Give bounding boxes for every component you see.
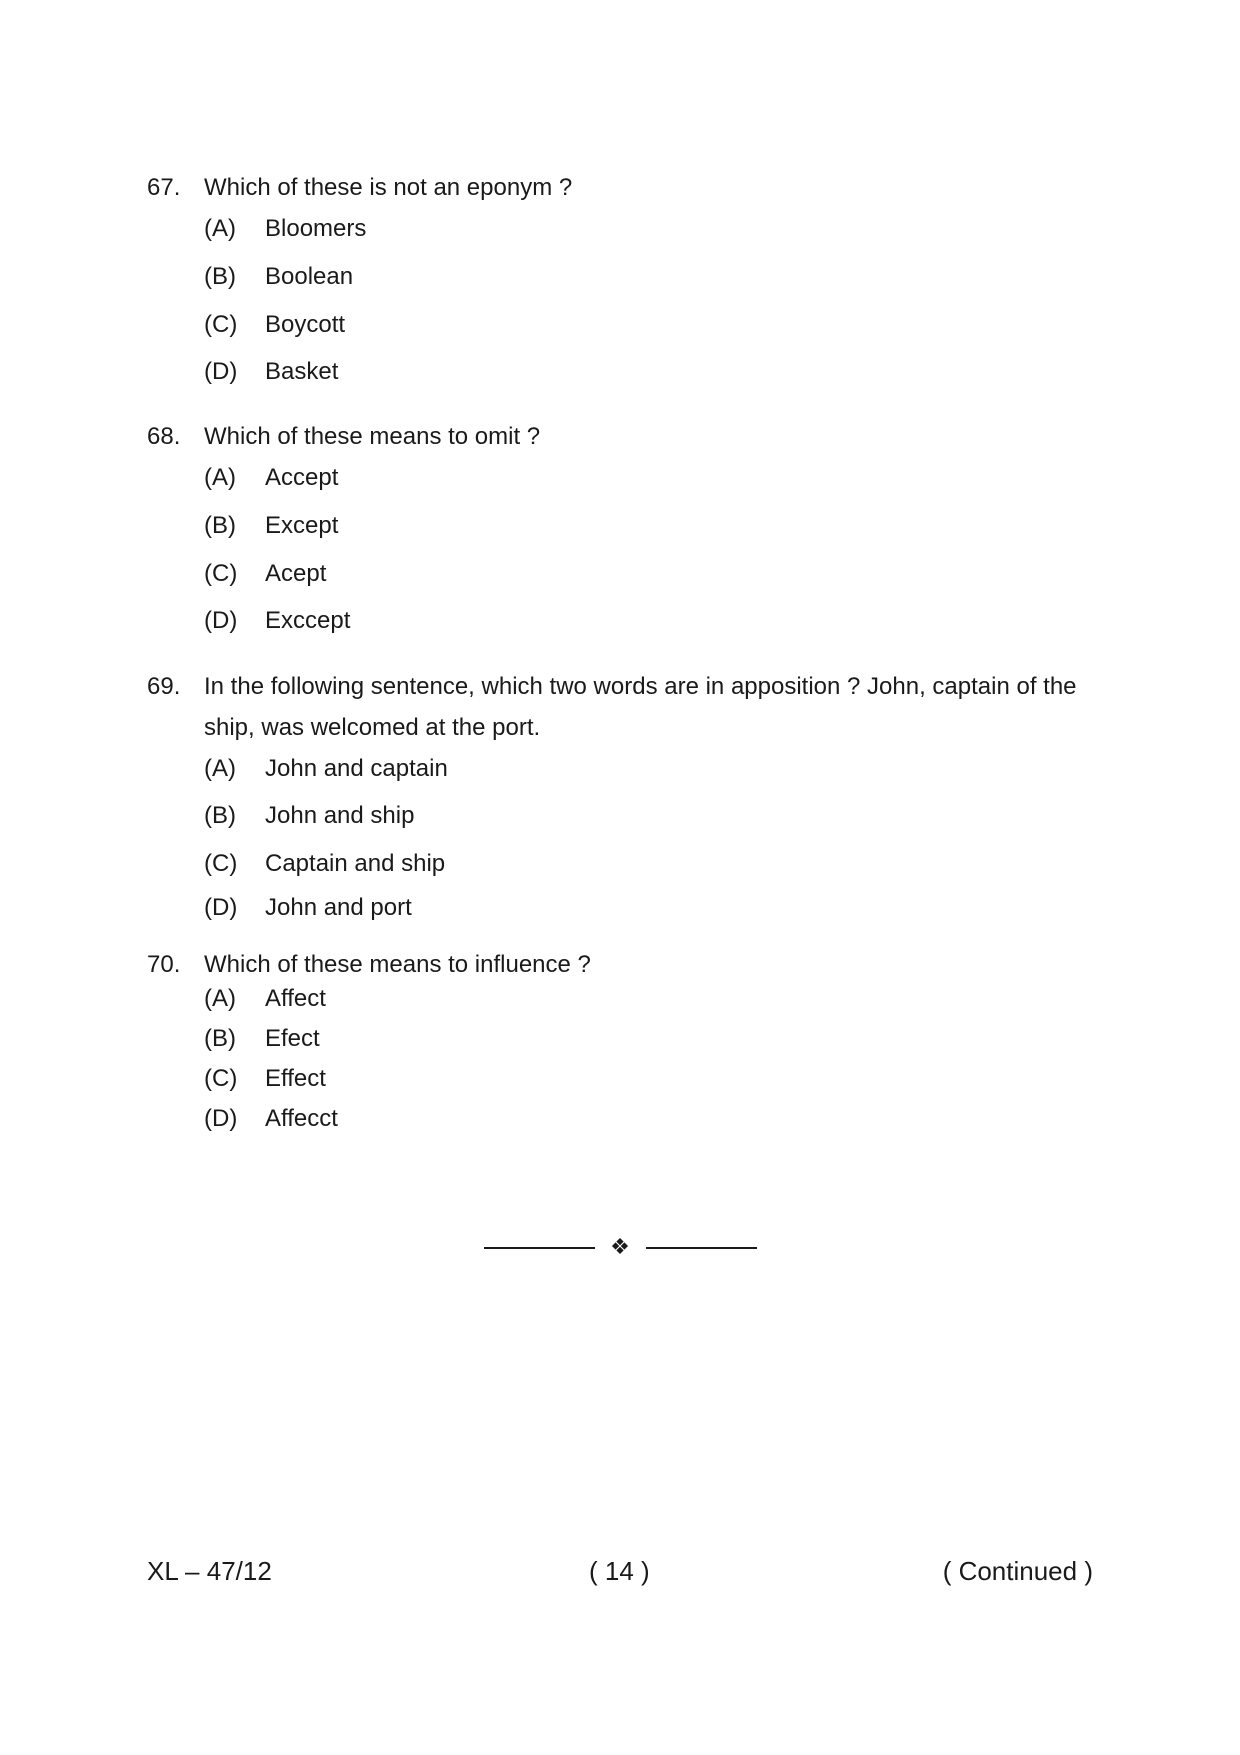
- option-letter: (D): [204, 1105, 238, 1132]
- question-text: Which of these means to omit ?: [204, 423, 541, 450]
- question-number: 69.: [147, 673, 181, 700]
- question-68: [147, 416, 1107, 634]
- option-letter: (D): [204, 607, 238, 634]
- question-70: [147, 944, 1107, 1132]
- question-number: 67.: [147, 174, 181, 201]
- option-letter: (A): [204, 464, 236, 491]
- option-a: [204, 464, 338, 492]
- option-letter: (B): [204, 263, 236, 290]
- option-text: Effect: [265, 1065, 326, 1092]
- question-67: [147, 167, 1107, 385]
- page-number: ( 14 ): [589, 1556, 650, 1586]
- question-stem: [147, 666, 1107, 748]
- option-text: Accept: [265, 464, 339, 491]
- option-text: Captain and ship: [265, 850, 446, 877]
- question-stem: [147, 944, 1107, 985]
- option-text: Bloomers: [265, 215, 367, 242]
- option-d: [204, 894, 412, 922]
- option-text: Exccept: [265, 607, 351, 634]
- option-letter: (A): [204, 985, 236, 1012]
- option-text: Except: [265, 512, 339, 539]
- option-a: [204, 755, 448, 783]
- paper-code: XL – 47/12: [147, 1556, 272, 1586]
- option-letter: (D): [204, 894, 238, 921]
- option-letter: (A): [204, 215, 236, 242]
- option-letter: (B): [204, 1025, 236, 1052]
- option-d: [204, 1105, 338, 1133]
- option-letter: (C): [204, 850, 238, 877]
- option-text: Boycott: [265, 311, 346, 338]
- option-c: [204, 1065, 326, 1093]
- ornament-icon: ❖: [610, 1235, 630, 1260]
- option-text: Efect: [265, 1025, 320, 1052]
- option-d: [204, 607, 350, 635]
- option-text: Basket: [265, 358, 339, 385]
- question-text: Which of these means to influence ?: [204, 951, 591, 978]
- option-text: Acept: [265, 560, 327, 587]
- option-b: [204, 802, 414, 830]
- option-text: Boolean: [265, 263, 354, 290]
- question-number: 68.: [147, 423, 181, 450]
- option-letter: (B): [204, 802, 236, 829]
- option-b: [204, 512, 338, 540]
- option-letter: (D): [204, 358, 238, 385]
- question-69: [147, 666, 1107, 921]
- question-stem: [147, 167, 1107, 208]
- option-b: [204, 1025, 320, 1053]
- question-number: 70.: [147, 951, 181, 978]
- option-letter: (C): [204, 1065, 238, 1092]
- option-text: John and captain: [265, 755, 448, 782]
- option-c: [204, 850, 445, 878]
- option-text: John and ship: [265, 802, 415, 829]
- option-text: John and port: [265, 894, 412, 921]
- option-c: [204, 560, 326, 588]
- question-text: Which of these is not an eponym ?: [204, 174, 573, 201]
- question-stem: [147, 416, 1107, 457]
- option-a: [204, 215, 366, 243]
- option-letter: (A): [204, 755, 236, 782]
- divider-line-left: [484, 1247, 595, 1249]
- option-text: Affecct: [265, 1105, 338, 1132]
- continued-label: ( Continued ): [942, 1556, 1093, 1586]
- divider-line-right: [646, 1247, 757, 1249]
- option-a: [204, 985, 326, 1013]
- option-letter: (C): [204, 560, 238, 587]
- question-text: In the following sentence, which two words are in apposition ? John, captain of the ship, was welcomed at the port.: [204, 673, 1077, 741]
- option-letter: (C): [204, 311, 238, 338]
- option-d: [204, 358, 338, 386]
- option-text: Affect: [265, 985, 326, 1012]
- section-divider: [484, 1235, 757, 1260]
- option-c: [204, 311, 345, 339]
- option-letter: (B): [204, 512, 236, 539]
- option-b: [204, 263, 353, 291]
